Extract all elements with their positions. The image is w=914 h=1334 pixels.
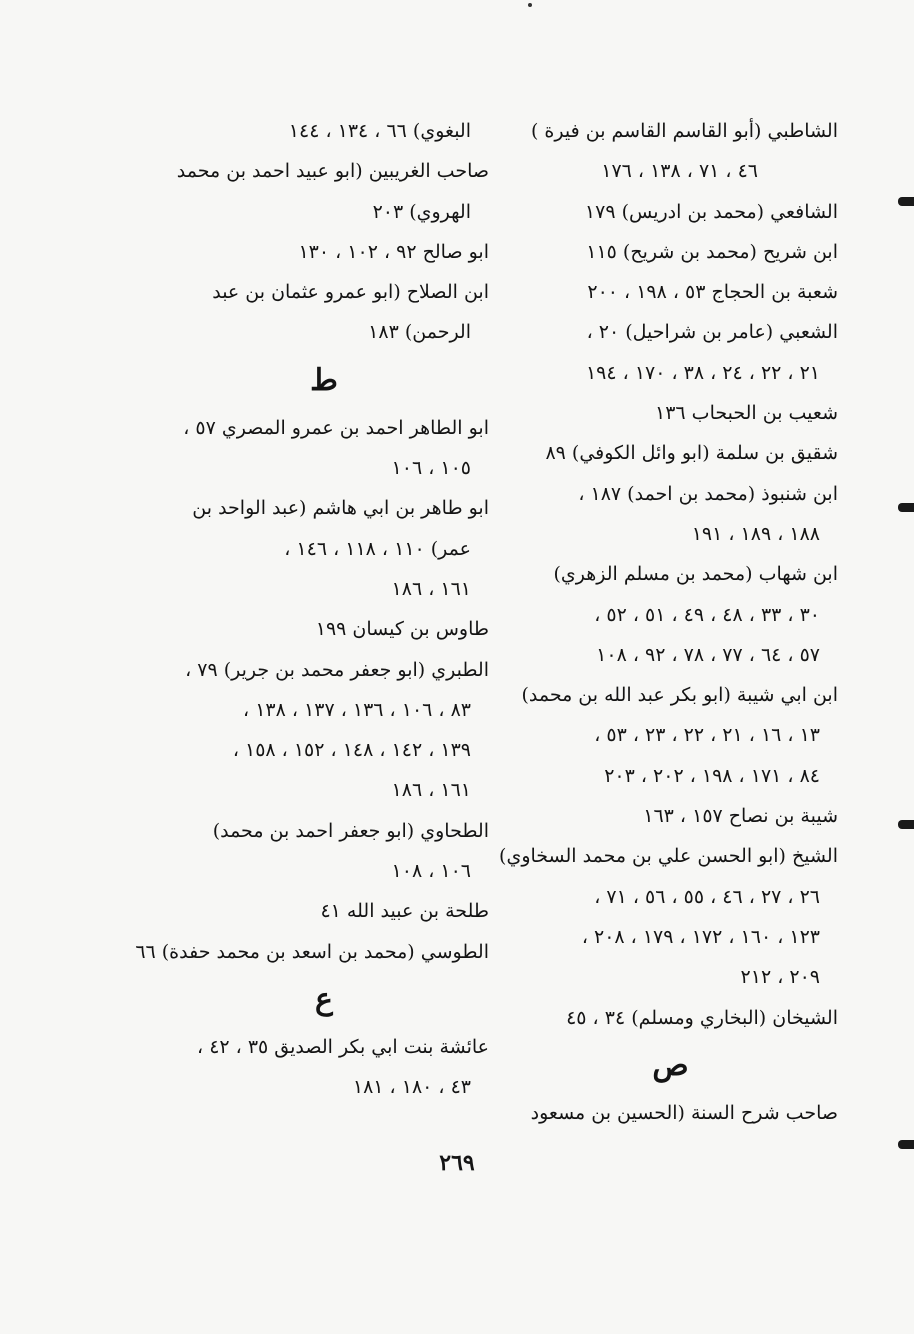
section-letter-heading: ص — [652, 1047, 689, 1083]
index-entry: الطحاوي (ابو جعفر احمد بن محمد) — [212, 819, 489, 842]
index-entry: شعبة بن الحجاج ٥٣ ، ١٩٨ ، ٢٠٠ — [587, 281, 838, 304]
index-entry: طاوس بن كيسان ١٩٩ — [315, 618, 489, 641]
index-column-right — [499, 111, 838, 1133]
index-entry: الشافعي (محمد بن ادريس) ١٧٩ — [584, 200, 838, 223]
index-entry: شعيب بن الحبحاب ١٣٦ — [655, 402, 838, 425]
index-entry-continuation: ٢٦ ، ٢٧ ، ٤٦ ، ٥٥ ، ٥٦ ، ٧١ ، — [594, 885, 820, 908]
index-entry-continuation: ١٣ ، ١٦ ، ٢١ ، ٢٢ ، ٢٣ ، ٥٣ ، — [594, 724, 820, 747]
index-entry: شيبة بن نصاح ١٥٧ ، ١٦٣ — [643, 805, 838, 828]
index-entry-continuation: البغوي) ٦٦ ، ١٣٤ ، ١٤٤ — [288, 120, 471, 142]
index-entry: الشيخ (ابو الحسن علي بن محمد السخاوي) — [499, 845, 838, 868]
top-dot-mark — [528, 3, 532, 7]
index-entry-continuation: ٤٦ ، ٧١ ، ١٣٨ ، ١٧٦ — [601, 160, 758, 183]
index-entry: ابن الصلاح (ابو عمرو عثمان بن عبد — [212, 281, 489, 304]
index-entry-continuation: الرحمن) ١٨٣ — [368, 321, 471, 344]
index-entry: ابو طاهر بن ابي هاشم (عبد الواحد بن — [192, 497, 489, 520]
index-column-left — [135, 111, 489, 1108]
index-entry-continuation: ٨٤ ، ١٧١ ، ١٩٨ ، ٢٠٢ ، ٢٠٣ — [604, 764, 820, 787]
index-entry: صاحب الغريبين (ابو عبيد احمد بن محمد — [176, 160, 489, 183]
index-entry-continuation: الهروي) ٢٠٣ — [372, 200, 471, 223]
index-entry: ابو الطاهر احمد بن عمرو المصري ٥٧ ، — [183, 416, 489, 439]
index-entry: ابن ابي شيبة (ابو بكر عبد الله بن محمد) — [521, 684, 838, 707]
index-entry-continuation: ٢٠٩ ، ٢١٢ — [740, 966, 820, 989]
index-entry: شقيق بن سلمة (ابو وائل الكوفي) ٨٩ — [545, 442, 838, 465]
index-entry: طلحة بن عبيد الله ٤١ — [320, 900, 489, 923]
index-entry-continuation: ٨٣ ، ١٠٦ ، ١٣٦ ، ١٣٧ ، ١٣٨ ، — [243, 698, 471, 721]
index-entry-continuation: ٤٣ ، ١٨٠ ، ١٨١ — [352, 1076, 471, 1099]
index-entry: صاحب شرح السنة (الحسين بن مسعود — [530, 1101, 838, 1124]
index-entry-continuation: ١٠٦ ، ١٠٨ — [391, 860, 471, 883]
index-entry: الشعبي (عامر بن شراحيل) ٢٠ ، — [586, 321, 838, 344]
index-entry-continuation: ١٨٨ ، ١٨٩ ، ١٩١ — [691, 522, 820, 545]
index-entry: الطوسي (محمد بن اسعد بن محمد حفدة) ٦٦ — [135, 940, 489, 963]
index-entry-continuation: ٥٧ ، ٦٤ ، ٧٧ ، ٧٨ ، ٩٢ ، ١٠٨ — [596, 643, 820, 666]
index-entry-continuation: ٢١ ، ٢٢ ، ٢٤ ، ٣٨ ، ١٧٠ ، ١٩٤ — [585, 361, 820, 384]
section-letter-heading: ع — [315, 981, 333, 1017]
index-entry: ابن شهاب (محمد بن مسلم الزهري) — [553, 563, 838, 586]
index-entry: الطبري (ابو جعفر محمد بن جرير) ٧٩ ، — [185, 658, 489, 681]
edge-tab-mark — [898, 1140, 914, 1149]
section-letter-heading: ط — [310, 362, 338, 398]
index-entry: الشيخان (البخاري ومسلم) ٣٤ ، ٤٥ — [566, 1006, 838, 1029]
index-entry-continuation: ١٦١ ، ١٨٦ — [391, 577, 471, 600]
index-entry: عائشة بنت ابي بكر الصديق ٣٥ ، ٤٢ ، — [197, 1035, 489, 1058]
index-entry-continuation: ٣٠ ، ٣٣ ، ٤٨ ، ٤٩ ، ٥١ ، ٥٢ ، — [594, 603, 820, 626]
index-entry-continuation: ١٣٩ ، ١٤٢ ، ١٤٨ ، ١٥٢ ، ١٥٨ ، — [232, 739, 471, 762]
index-entry-continuation: ١٢٣ ، ١٦٠ ، ١٧٢ ، ١٧٩ ، ٢٠٨ ، — [581, 925, 820, 948]
index-entry-continuation: ١٦١ ، ١٨٦ — [391, 779, 471, 802]
index-entry-continuation: عمر) ١١٠ ، ١١٨ ، ١٤٦ ، — [284, 537, 471, 560]
index-entry: ابو صالح ٩٢ ، ١٠٢ ، ١٣٠ — [298, 240, 489, 263]
index-entry: ابن شنبوذ (محمد بن احمد) ١٨٧ ، — [578, 482, 838, 505]
edge-tab-mark — [898, 820, 914, 829]
edge-tab-mark — [898, 503, 914, 512]
edge-tab-mark — [898, 197, 914, 206]
page-number: ٢٦٩ — [439, 1150, 475, 1176]
index-entry: ابن شريح (محمد بن شريح) ١١٥ — [586, 240, 838, 263]
index-entry-continuation: ١٠٥ ، ١٠٦ — [391, 457, 471, 480]
index-entry: الشاطبي (أبو القاسم القاسم بن فيرة ) — [530, 120, 838, 142]
